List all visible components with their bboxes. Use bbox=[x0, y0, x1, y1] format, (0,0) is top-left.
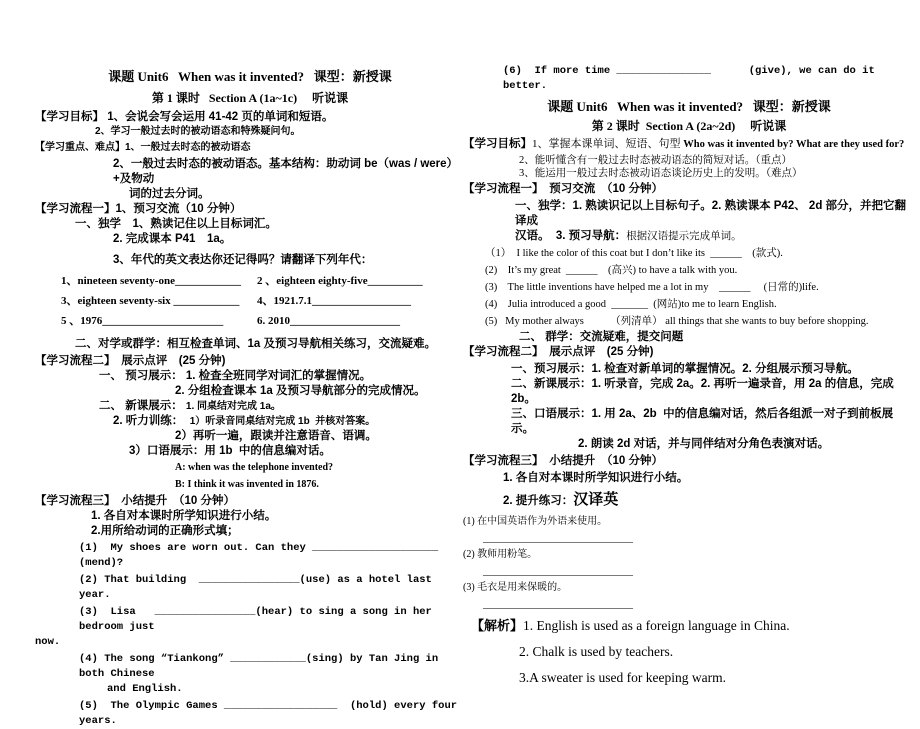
text-segment: Who was it invented by? What are they used for? bbox=[683, 139, 905, 150]
self-study-line: 一、独学：1. 熟读识记以上目标句子。2. 熟读课本 P42、 2d 部分，并把它翻译成 bbox=[515, 200, 907, 227]
translate-item: (1) 在中国英语作为外语来使用。 bbox=[463, 516, 608, 527]
text-segment: 汉语。 3. 预习导航： bbox=[515, 230, 627, 242]
dialog-line-b: B: I think it was invented in 1876. bbox=[175, 479, 319, 490]
show-line bbox=[99, 399, 465, 414]
self-study-line bbox=[515, 229, 915, 244]
process1-heading: 【学习流程一】1、预习交流（10 分钟） bbox=[35, 203, 242, 215]
analysis-line: 2. Chalk is used by teachers. bbox=[519, 644, 674, 659]
exercise-item: now. bbox=[35, 636, 61, 648]
exercise-item: (6) If more time _______________ (give), we can do it better. bbox=[503, 65, 882, 92]
summary-line: 1. 各自对本课时所学知识进行小结。 bbox=[503, 472, 689, 484]
summary-line bbox=[503, 492, 915, 509]
translate-item: (3) 毛衣是用来保暖的。 bbox=[463, 582, 568, 593]
process2-heading: 【学习流程二】 展示点评 (25 分钟) bbox=[35, 355, 226, 367]
key-points-line: 【学习重点、难点】1、一般过去时态的被动语态 bbox=[35, 142, 251, 153]
show-line: 三、口语展示：1. 用 2a、2b 中的信息编对话，然后各组派一对子到前板展示。 bbox=[511, 408, 894, 435]
exercise-item: (2) That building ________________(use) as a hotel last year. bbox=[79, 574, 439, 601]
show-line: 3）口语展示：用 1b 中的信息编对话。 bbox=[129, 445, 331, 457]
show-line: 2. 朗读 2d 对话，并与同伴结对分角色表演对话。 bbox=[578, 438, 830, 450]
text-segment: 3、eighteen seventy-six ____________ bbox=[61, 295, 240, 307]
process1-heading: 【学习流程一】 预习交流 （10 分钟） bbox=[463, 183, 663, 195]
lesson2-subtitle: 第 2 课时 Section A (2a~2d) 听说课 bbox=[591, 119, 787, 133]
text-segment: 根据汉语提示完成单词。 bbox=[626, 231, 742, 242]
text-segment: 1. 同桌结对完成 1a。 bbox=[185, 401, 281, 412]
answer-blank: ______________________________ bbox=[483, 599, 633, 610]
objectives-line bbox=[463, 137, 915, 152]
text-segment: 2. 听力训练： bbox=[113, 415, 190, 427]
fill-word-item: (3) The little inventions have helped me a lot in my ______ (日常的)life. bbox=[485, 282, 819, 293]
show-line bbox=[113, 414, 465, 429]
process2-heading: 【学习流程二】 展示点评 (25 分钟) bbox=[463, 346, 654, 358]
text-segment: 1、掌握本课单词、短语、句型 bbox=[532, 138, 684, 150]
text-segment: 5 、1976______________________ bbox=[61, 315, 224, 327]
text-segment: 2. 提升练习： bbox=[503, 495, 574, 507]
show-line: 一、 预习展示： 1. 检查全班同学对词汇的掌握情况。 bbox=[99, 370, 372, 382]
pair-study-line: 二、对学或群学：相互检查单词、1a 及预习导航相关练习，交流疑难。 bbox=[75, 338, 436, 350]
analysis-line bbox=[471, 617, 915, 635]
right-column bbox=[463, 64, 915, 687]
dialog-line-a: A: when was the telephone invented? bbox=[175, 462, 334, 473]
answer-blank: ______________________________ bbox=[483, 566, 633, 577]
process3-heading: 【学习流程三】 小结提升 （10 分钟） bbox=[35, 495, 235, 507]
show-line: 二、新课展示：1. 听录音，完成 2a。2. 再听一遍录音，用 2a 的信息，完成 2b。 bbox=[511, 378, 897, 405]
translate-item: (2) 教师用粉笔。 bbox=[463, 549, 538, 560]
lesson1-subtitle: 第 1 课时 Section A (1a~1c) 听说课 bbox=[151, 91, 349, 105]
group-study-line: 二、 群学：交流疑难，提交问题 bbox=[519, 331, 684, 343]
fill-word-item: (2) It’s my great ______ (高兴) to have a talk with you. bbox=[485, 265, 738, 276]
objectives-line: 3、能运用一般过去时态被动语态谈论历史上的发明。（难点） bbox=[519, 168, 803, 179]
exercise-item: (1) My shoes are worn out. Can they ____________________ (mend)? bbox=[79, 542, 445, 569]
exercise-item: and English. bbox=[107, 683, 183, 695]
text-segment: 1）听录音同桌结对完成 1b 并核对答案。 bbox=[189, 416, 376, 427]
fill-word-item: (5) My mother always （列清单） all things that she wants to buy before shopping. bbox=[485, 316, 869, 327]
show-line: 2）再听一遍，跟读并注意语音、语调。 bbox=[175, 430, 377, 442]
analysis-line: 3.A sweater is used for keeping warm. bbox=[519, 670, 726, 685]
fill-word-item: (4) Julia introduced a good _______ (网站)to me to learn English. bbox=[485, 299, 777, 310]
text-segment: 1. English is used as a foreign language in China. bbox=[523, 618, 790, 633]
text-segment: 二、 新课展示： bbox=[99, 400, 186, 412]
text-segment: 2 、eighteen eighty-five__________ bbox=[257, 275, 423, 287]
self-study-line: 3、年代的英文表达你还记得吗？请翻译下列年代： bbox=[113, 254, 373, 266]
text-segment: 【学习目标】 bbox=[463, 138, 532, 150]
exercise-item: (4) The song “Tiankong” ____________(sing) by Tan Jing in both Chinese bbox=[79, 653, 445, 680]
objectives-line: 2、学习一般过去时的被动语态和特殊疑问句。 bbox=[95, 126, 301, 137]
summary-line: 2.用所给动词的正确形式填； bbox=[91, 525, 239, 537]
process3-heading: 【学习流程三】 小结提升 （10 分钟） bbox=[463, 455, 663, 467]
exercise-item: (5) The Olympic Games __________________ (hold) every four years. bbox=[79, 700, 464, 727]
text-segment: 【解析】 bbox=[471, 618, 524, 633]
text-segment: 6. 2010____________________ bbox=[257, 315, 400, 327]
key-points-line: 词的过去分词。 bbox=[129, 188, 210, 200]
exercise-item: (3) Lisa ________________(hear) to sing a song in her bedroom just bbox=[79, 606, 439, 633]
objectives-line: 【学习目标】 1、会说会写会运用 41-42 页的单词和短语。 bbox=[35, 111, 334, 123]
self-study-line: 一、独学 1、熟读记住以上目标词汇。 bbox=[75, 218, 277, 230]
year-exercise-row bbox=[61, 294, 465, 309]
year-exercise-row bbox=[61, 274, 465, 289]
objectives-line: 2、能听懂含有一般过去时态被动语态的简短对话。（重点） bbox=[519, 155, 792, 166]
summary-line: 1. 各自对本课时所学知识进行小结。 bbox=[91, 510, 277, 522]
self-study-line: 2. 完成课本 P41 1a。 bbox=[113, 233, 232, 245]
fill-word-item: （1） I like the color of this coat but I don’t like its ______ (款式). bbox=[485, 248, 783, 259]
answer-blank: ______________________________ bbox=[483, 533, 633, 544]
show-line: 2. 分组检查课本 1a 及预习导航部分的完成情况。 bbox=[175, 385, 426, 397]
lesson1-title: 课题 Unit6 When was it invented? 课型：新授课 bbox=[108, 69, 392, 84]
key-points-line: 2、一般过去时态的被动语态。基本结构：助动词 be（was / were）+及物动 bbox=[113, 158, 459, 185]
text-segment: 汉译英 bbox=[573, 491, 619, 508]
text-segment: 4、1921.7.1__________________ bbox=[257, 295, 411, 307]
text-segment: 1、nineteen seventy-one____________ bbox=[61, 275, 241, 287]
lesson2-title: 课题 Unit6 When was it invented? 课型：新授课 bbox=[547, 99, 831, 114]
year-exercise-row bbox=[61, 314, 465, 329]
left-column bbox=[35, 68, 465, 729]
show-line: 一、预习展示：1. 检查对新单词的掌握情况。2. 分组展示预习导航。 bbox=[511, 363, 859, 375]
